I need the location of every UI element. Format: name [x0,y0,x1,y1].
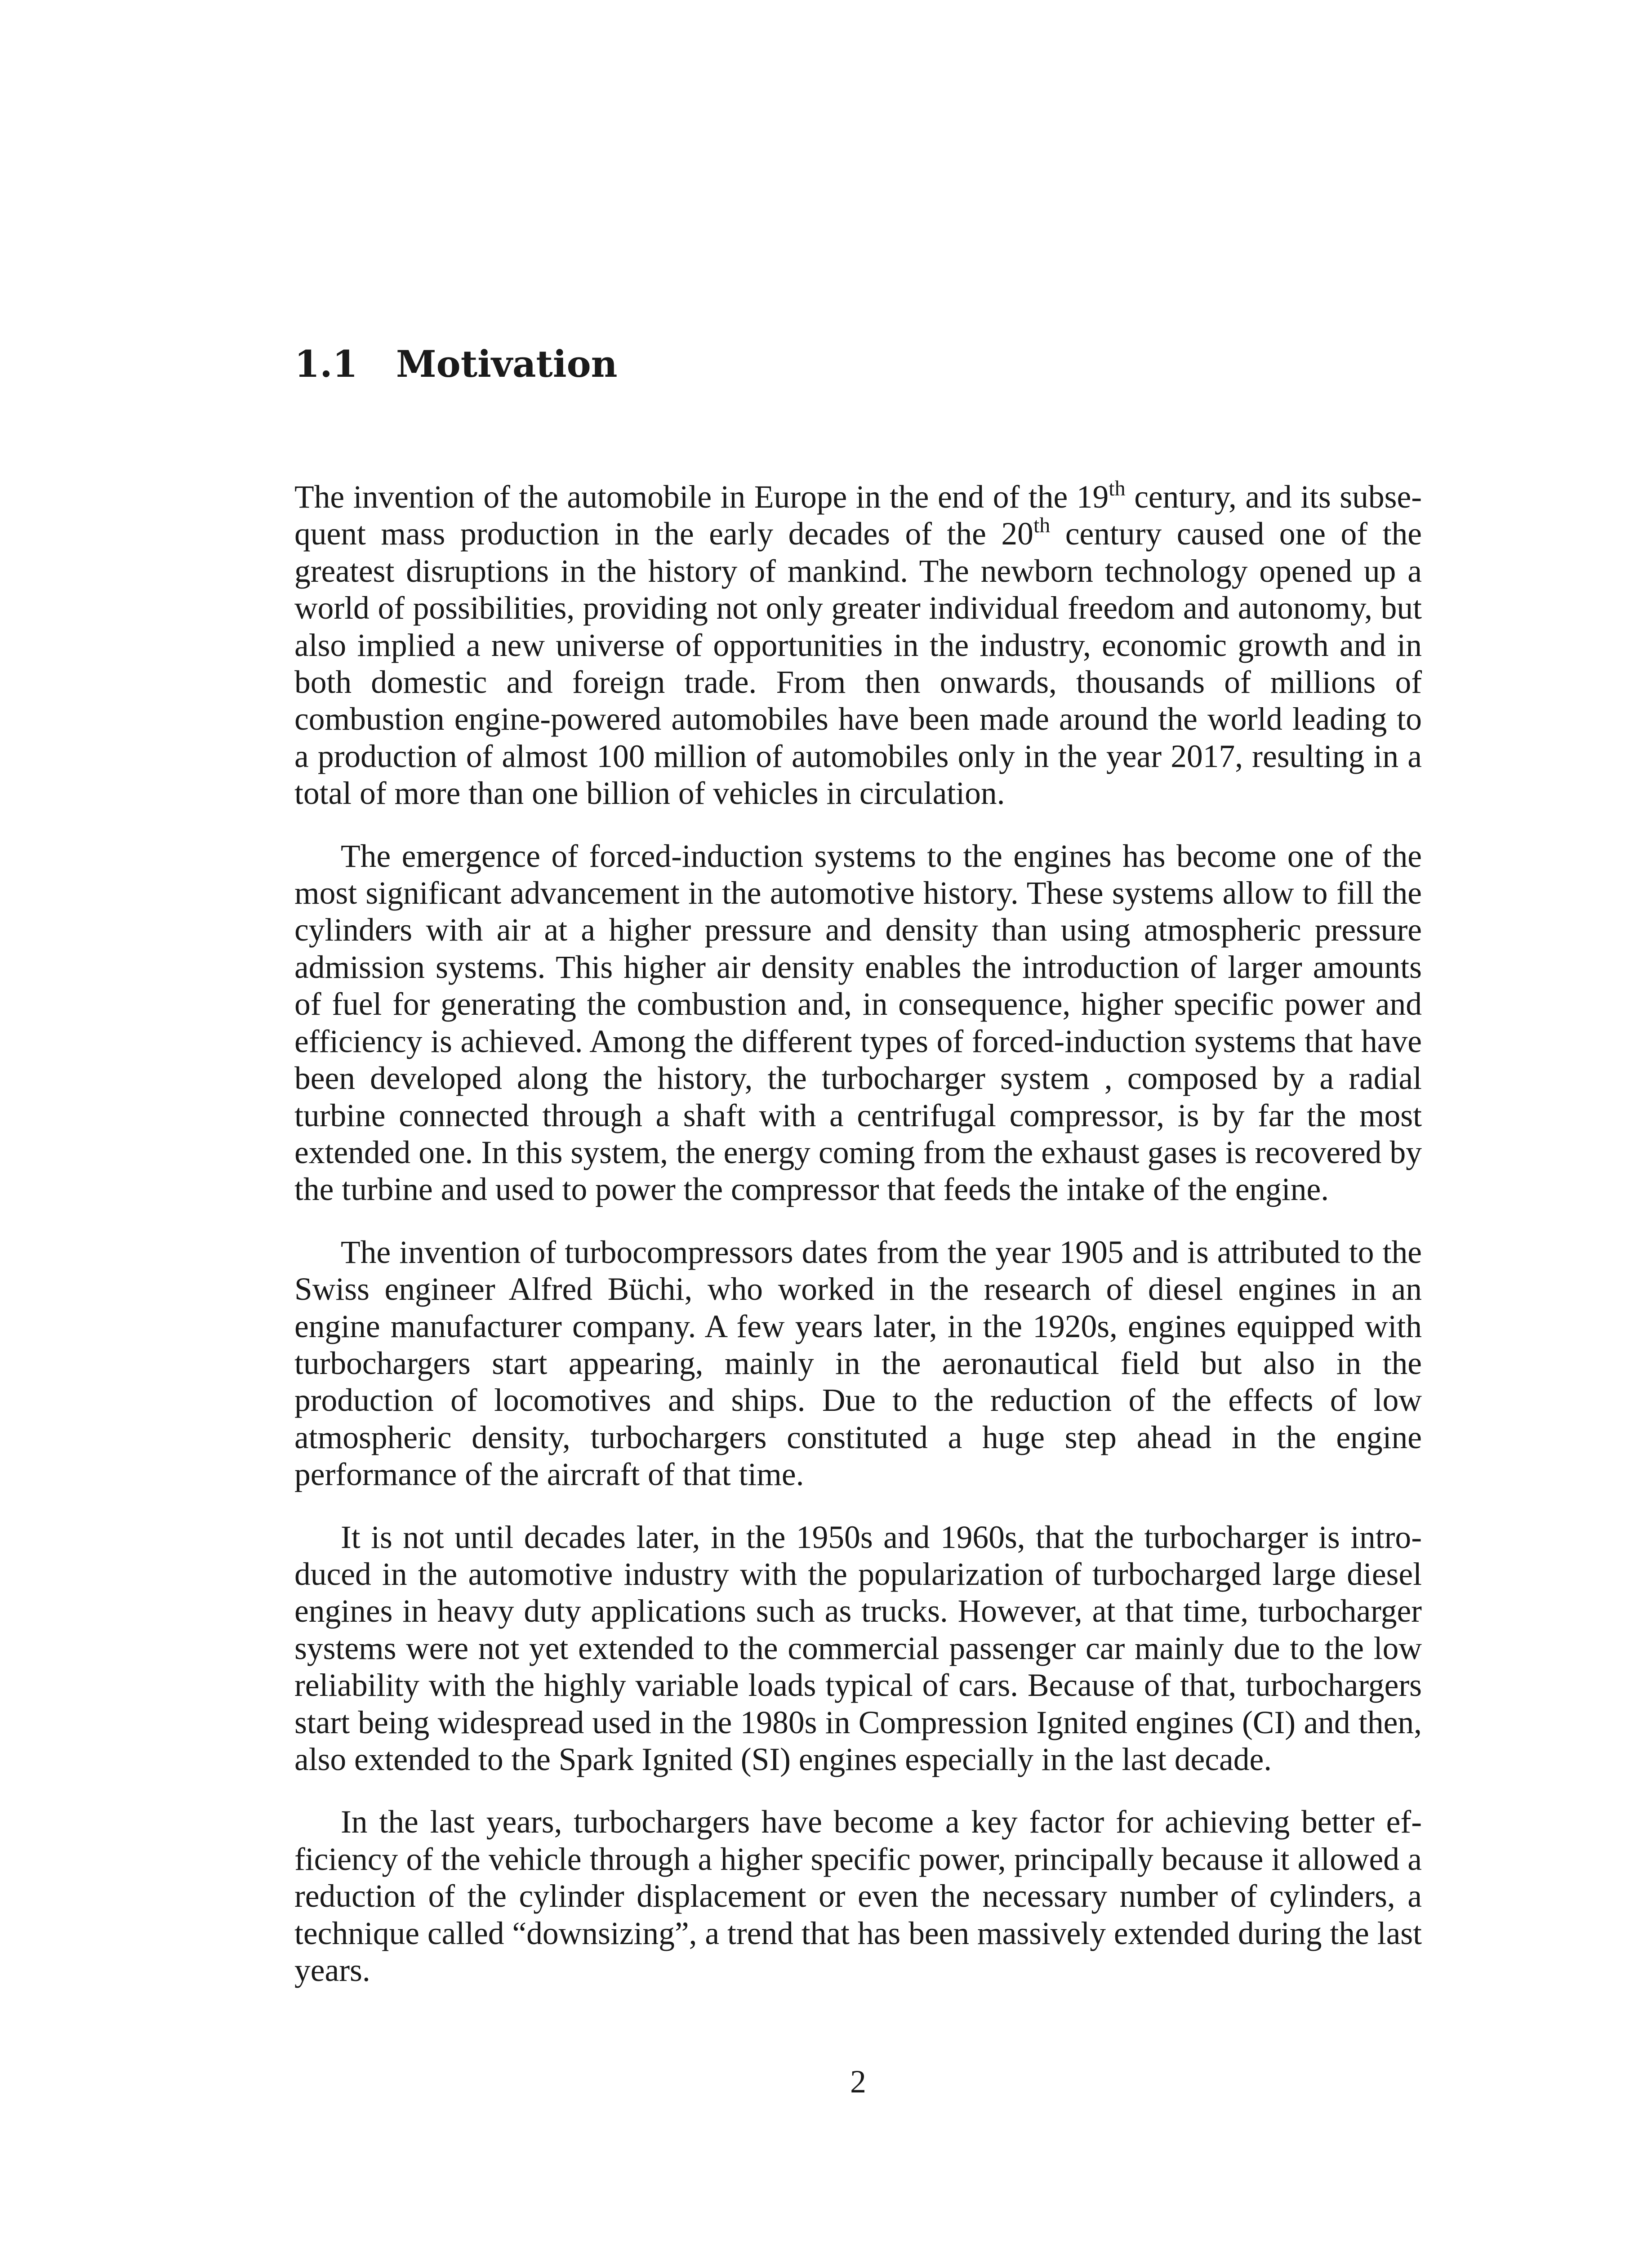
body-text [294,479,1422,2015]
paragraph-1-text-b: century, and its subsequent mass production in the early decades of the 20 [294,479,1422,552]
section-title: Motivation [396,343,618,386]
paragraph-1-text-a: The invention of the automobile in Europe in the end of the 19 [294,479,1109,515]
paragraph-5: In the last years, turbochargers have become a key factor for achieving better efficiency of the vehicle through a higher specific power, principally because it allowed a reduction of the cylinder displacement or even the necessary number of cylinders, a technique called “downsizing”, a trend that has been massively extended during the last years. [294,1804,1422,1989]
paragraph-1-text-c: century caused one of the greatest disruptions in the history of mankind. The newborn technology opened up a world of possibilities, providing not only greater individual freedom and autonomy, but also implied a new universe of opportunities in the industry, economic growth and in both domestic and foreign trade. From then onwards, thousands of millions of combustion engine-powered automobiles have been made around the world leading to a production of almost 100 million of automobiles only in the year 2017, resulting in a total of more than one billion of vehicles in circulation. [294,516,1422,812]
paragraph-1 [294,479,1422,812]
ordinal-superscript: th [1109,477,1126,500]
paragraph-4: It is not until decades later, in the 1950s and 1960s, that the turbocharger is introduced in the automotive industry with the popularization of turbocharged large diesel engines in heavy duty applications such as trucks. However, at that time, turbocharger systems were not yet extended to the commercial passenger car mainly due to the low reliability with the highly variable loads typical of cars. Because of that, turbochargers start being widespread used in the 1980s in Compression Ignited engines (CI) and then, also extended to the Spark Ignited (SI) engines especially in the last decade. [294,1519,1422,1777]
paragraph-2: The emergence of forced-induction systems to the engines has become one of the most significant advancement in the automotive history. These systems allow to fill the cylinders with air at a higher pressure and density than using atmospheric pressure admission systems. This higher air density enables the introduction of larger amounts of fuel for generating the combustion and, in consequence, higher specific power and efficiency is achieved. Among the different types of forced-induction systems that have been developed along the history, the turbocharger system , composed by a radial turbine connected through a shaft with a centrifugal compressor, is by far the most extended one. In this system, the energy coming from the exhaust gases is recovered by the turbine and used to power the compressor that feeds the intake of the engine. [294,838,1422,1208]
section-heading [294,343,618,386]
section-number: 1.1 [294,343,358,386]
ordinal-superscript: th [1033,513,1051,538]
page-number: 2 [850,2064,866,2100]
paragraph-3: The invention of turbocompressors dates from the year 1905 and is attributed to the Swiss engineer Alfred Büchi, who worked in the research of diesel engines in an engine manufacturer company. A few years later, in the 1920s, engines equipped with turbochargers start appearing, mainly in the aeronautical field but also in the production of locomotives and ships. Due to the reduction of the effects of low atmospheric density, turbochargers constituted a huge step ahead in the engine performance of the aircraft of that time. [294,1234,1422,1493]
